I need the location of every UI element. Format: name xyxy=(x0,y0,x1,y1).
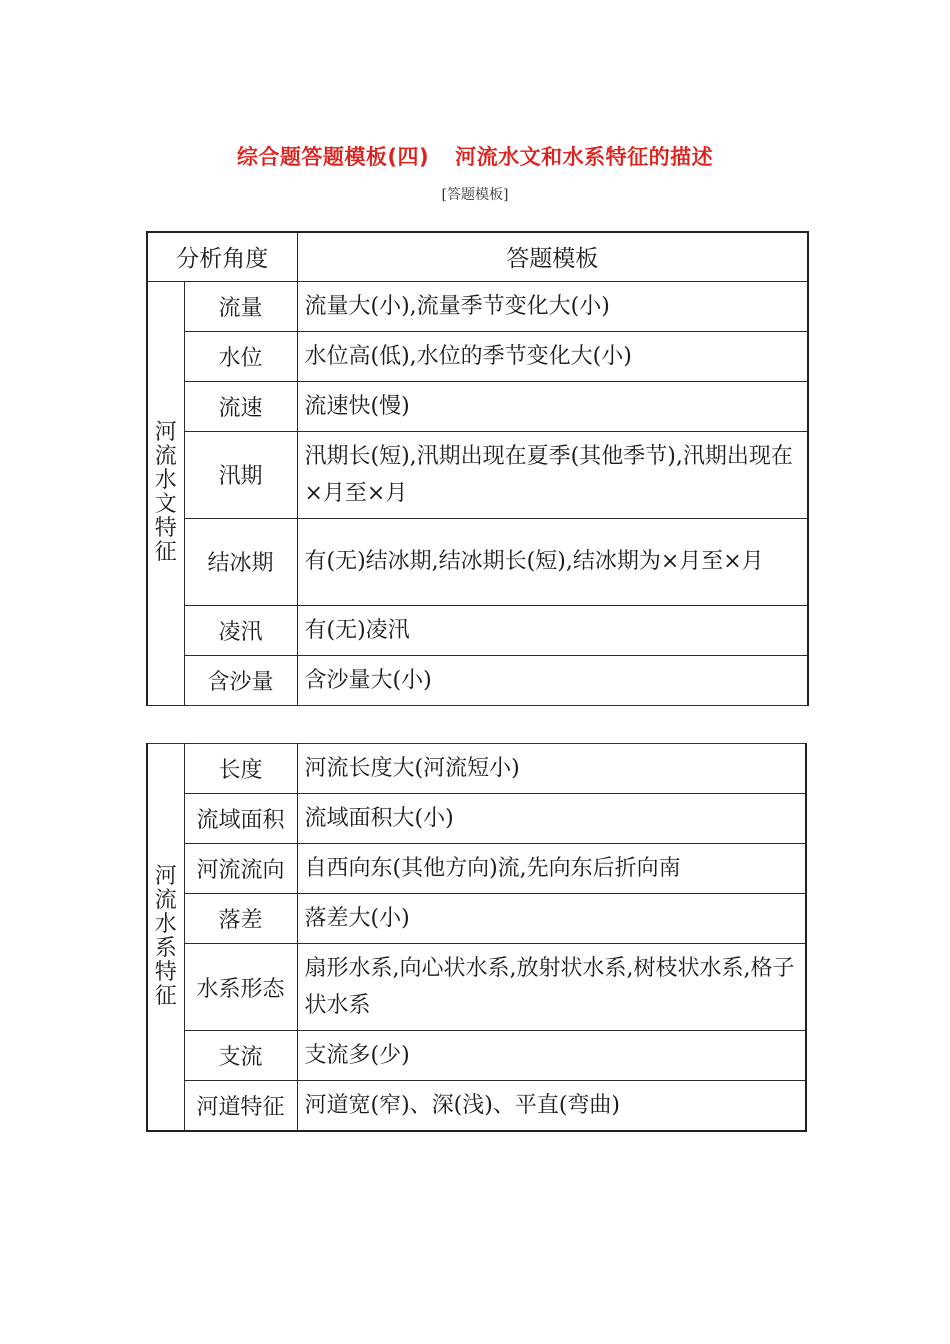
table-row xyxy=(147,794,806,844)
template-cell: 水位高(低),水位的季节变化大(小) xyxy=(297,331,808,381)
aspect-cell: 支流 xyxy=(184,1031,297,1081)
table-row xyxy=(147,431,808,518)
template-cell: 河道宽(窄)、深(浅)、平直(弯曲) xyxy=(297,1081,806,1132)
template-cell: 汛期长(短),汛期出现在夏季(其他季节),汛期出现在×月至×月 xyxy=(297,431,808,518)
hydrology-table xyxy=(146,231,809,706)
category-label: 河流水文特征 xyxy=(154,420,177,565)
template-cell: 河流长度大(河流短小) xyxy=(297,744,806,794)
river-system-table xyxy=(146,743,807,1132)
table-row xyxy=(147,381,808,431)
category-hydrology xyxy=(147,281,184,705)
aspect-cell: 流域面积 xyxy=(184,794,297,844)
table-header-row xyxy=(147,232,808,281)
table-row xyxy=(147,1031,806,1081)
table-row xyxy=(147,1081,806,1132)
template-cell: 含沙量大(小) xyxy=(297,655,808,705)
template-cell: 流域面积大(小) xyxy=(297,794,806,844)
table-row xyxy=(147,605,808,655)
aspect-cell: 流速 xyxy=(184,381,297,431)
table-row xyxy=(147,944,806,1031)
category-river-system xyxy=(147,744,184,1132)
aspect-cell: 河流流向 xyxy=(184,844,297,894)
table-row xyxy=(147,655,808,705)
template-cell: 流量大(小),流量季节变化大(小) xyxy=(297,281,808,331)
table-row xyxy=(147,518,808,605)
template-cell: 流速快(慢) xyxy=(297,381,808,431)
aspect-cell: 含沙量 xyxy=(184,655,297,705)
aspect-cell: 凌汛 xyxy=(184,605,297,655)
aspect-cell: 水位 xyxy=(184,331,297,381)
template-cell: 自西向东(其他方向)流,先向东后折向南 xyxy=(297,844,806,894)
table-row xyxy=(147,894,806,944)
table-row xyxy=(147,744,806,794)
table-row xyxy=(147,844,806,894)
aspect-cell: 结冰期 xyxy=(184,518,297,605)
header-template: 答题模板 xyxy=(297,232,808,281)
title-right: 河流水文和水系特征的描述 xyxy=(455,145,714,169)
aspect-cell: 落差 xyxy=(184,894,297,944)
aspect-cell: 流量 xyxy=(184,281,297,331)
template-cell: 支流多(少) xyxy=(297,1031,806,1081)
template-cell: 扇形水系,向心状水系,放射状水系,树枝状水系,格子状水系 xyxy=(297,944,806,1031)
aspect-cell: 长度 xyxy=(184,744,297,794)
aspect-cell: 水系形态 xyxy=(184,944,297,1031)
table-row xyxy=(147,281,808,331)
template-cell: 落差大(小) xyxy=(297,894,806,944)
aspect-cell: 汛期 xyxy=(184,431,297,518)
template-cell: 有(无)结冰期,结冰期长(短),结冰期为×月至×月 xyxy=(297,518,808,605)
header-aspect: 分析角度 xyxy=(147,232,297,281)
category-label: 河流水系特征 xyxy=(154,864,177,1009)
template-cell: 有(无)凌汛 xyxy=(297,605,808,655)
page-title xyxy=(0,141,950,171)
table-row xyxy=(147,331,808,381)
title-left: 综合题答题模板(四) xyxy=(236,145,430,169)
subtitle: [答题模板] xyxy=(441,187,509,203)
aspect-cell: 河道特征 xyxy=(184,1081,297,1132)
